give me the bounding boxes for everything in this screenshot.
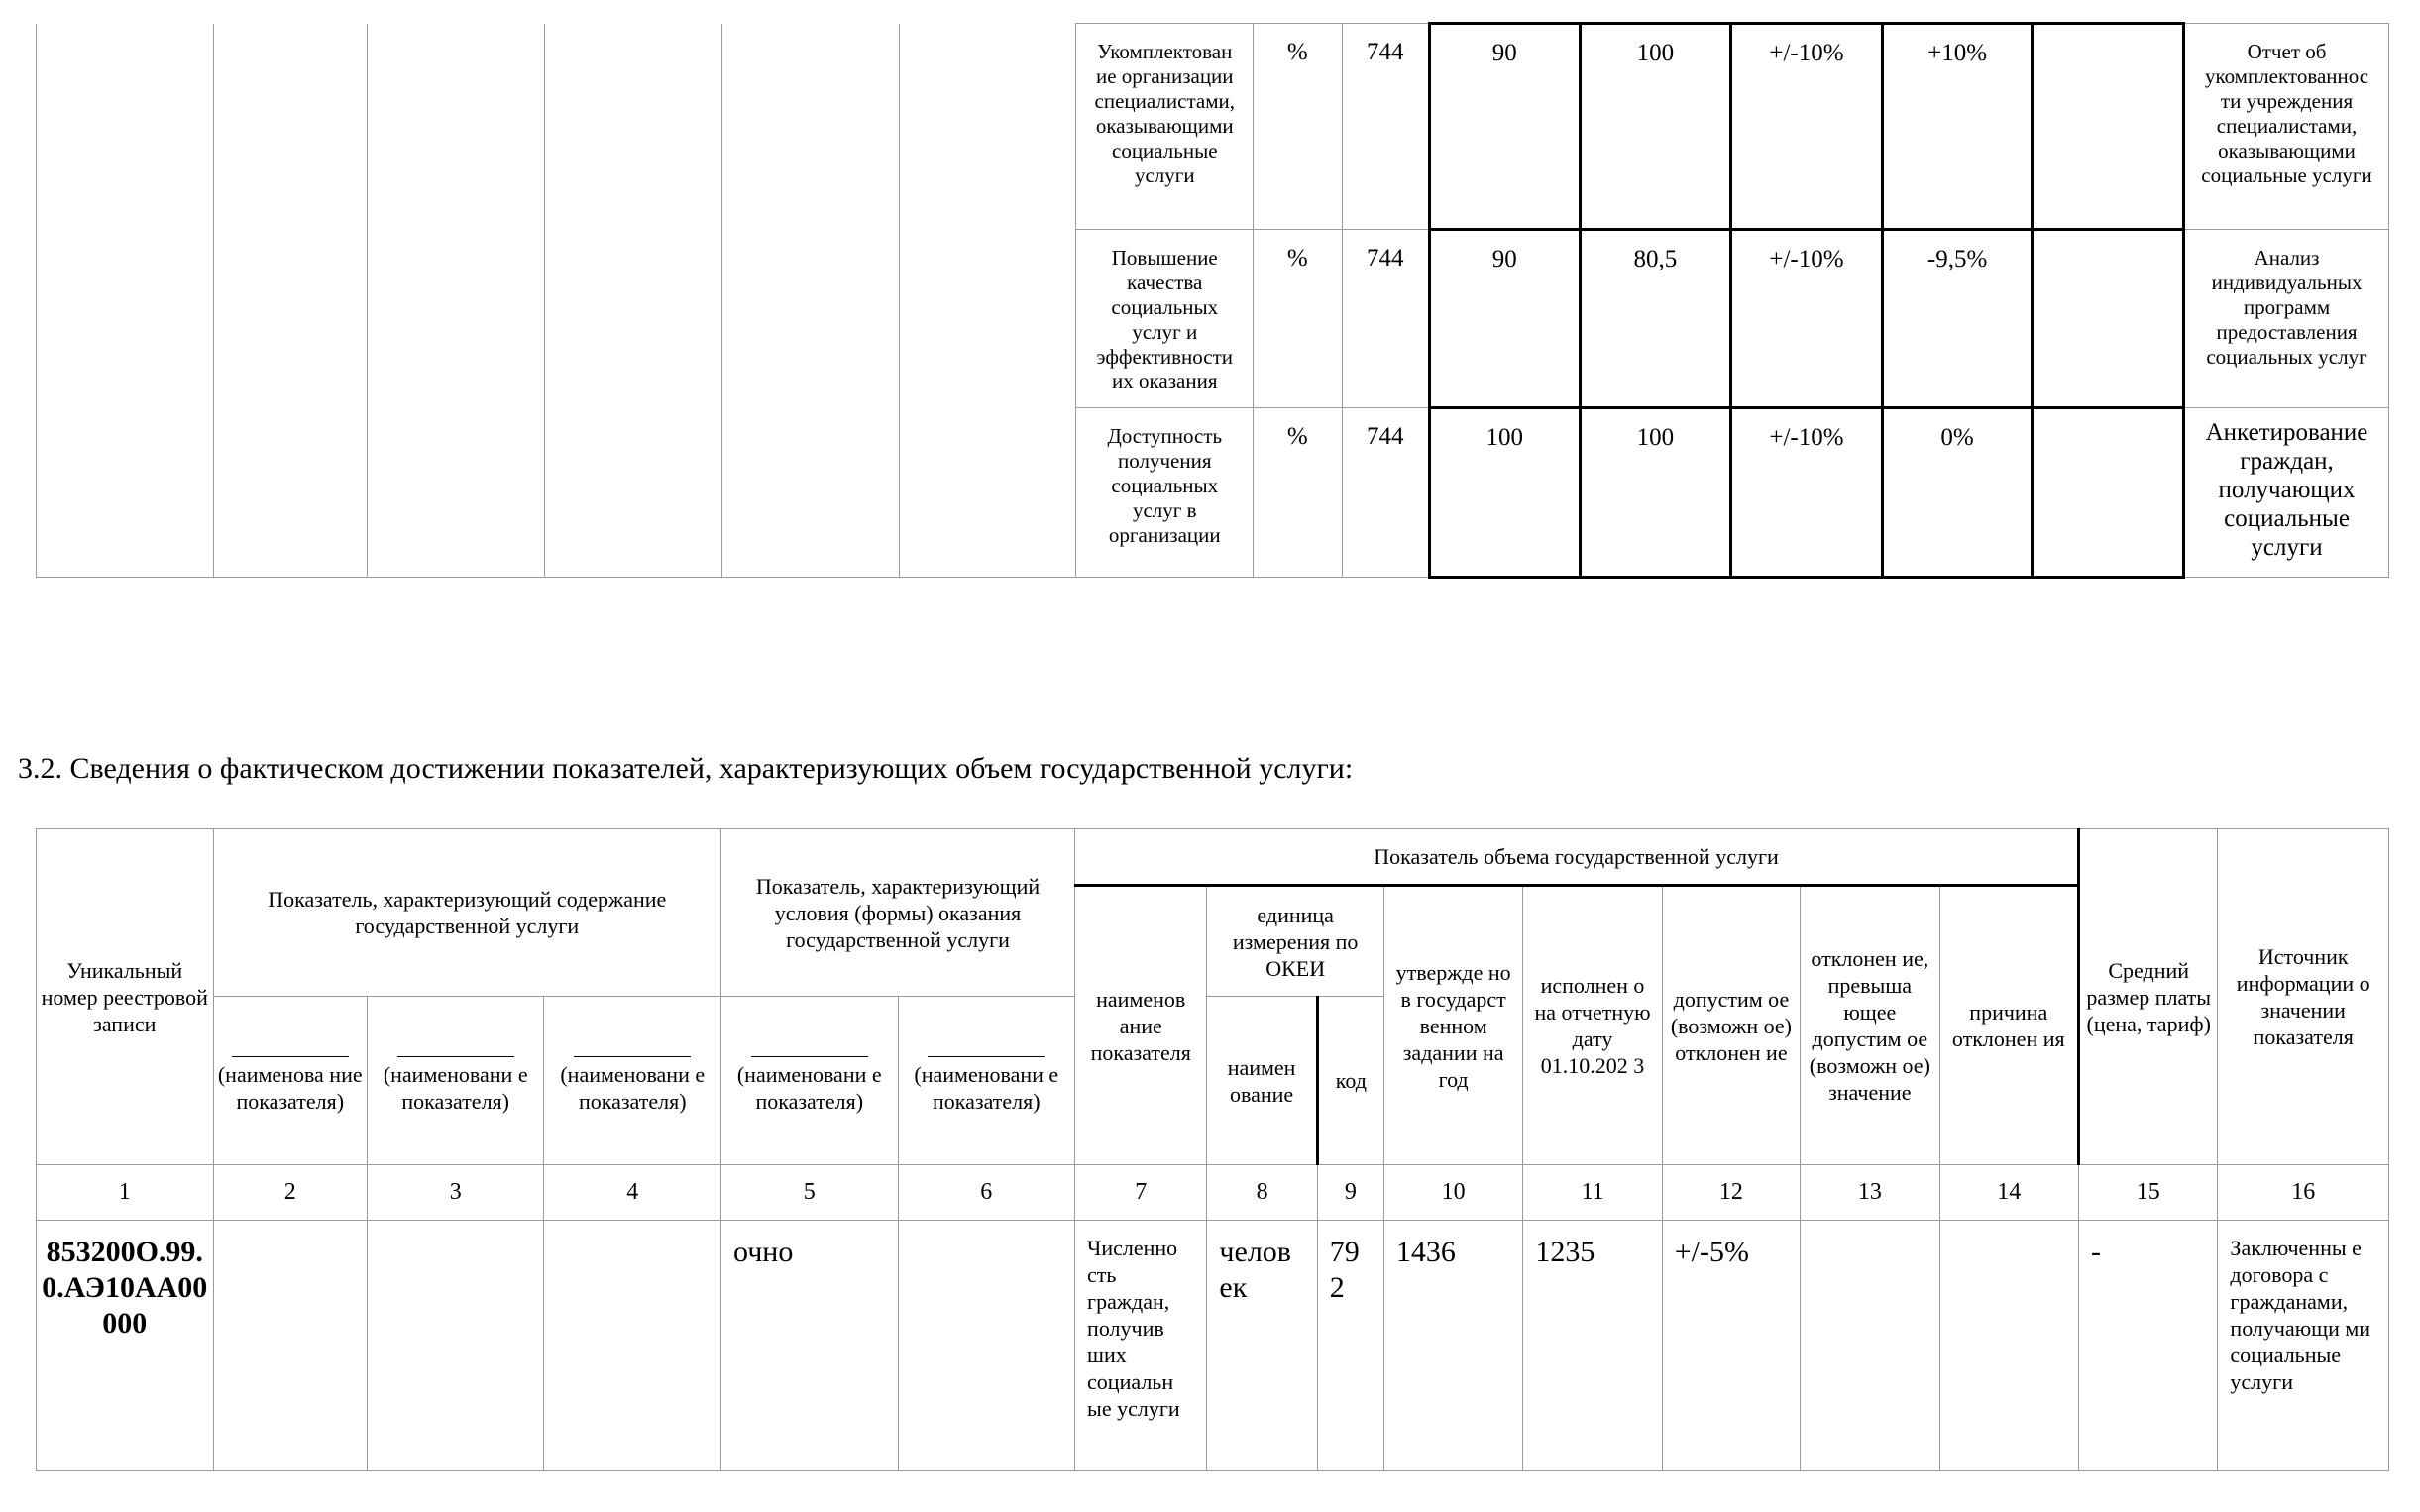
indicator-name: Повышение качества социальных услуг и эффективности их оказания (1076, 230, 1254, 408)
allowed-deviation: +/-5% (1662, 1221, 1800, 1471)
sub-indicator-label: (наименова ние показателя) (217, 1062, 363, 1114)
sub-indicator-header (367, 997, 544, 1165)
approved-value: 90 (1429, 230, 1580, 408)
unit-name: % (1254, 24, 1342, 230)
sub-indicator-header (213, 997, 367, 1165)
approved-value: 90 (1429, 24, 1580, 230)
column-number: 1 (37, 1165, 214, 1221)
quality-row (37, 24, 2389, 230)
volume-indicators-table (36, 828, 2389, 1471)
column-number: 16 (2218, 1165, 2389, 1221)
registry-number: 853200О.99.0.АЭ10АА00000 (37, 1221, 214, 1471)
volume-indicator-header: Показатель объема государственной услуги (1075, 829, 2079, 886)
deviation-reason (2033, 24, 2184, 230)
blank-line (397, 1046, 514, 1057)
column-number: 12 (1662, 1165, 1800, 1221)
column-number: 14 (1939, 1165, 2078, 1221)
deviation-value: -9,5% (1882, 230, 2033, 408)
sub-indicator-label: (наименовани е показателя) (383, 1062, 528, 1114)
empty-cell (545, 24, 722, 578)
sub-indicator-label: (наименовани е показателя) (736, 1062, 882, 1114)
empty-cell (368, 24, 545, 578)
column-number: 5 (721, 1165, 899, 1221)
quality-indicators-table (36, 22, 2389, 579)
indicator-source: Заключенны е договора с гражданами, получающи ми социальные услуги (2218, 1221, 2389, 1471)
sub-indicator-header (544, 997, 721, 1165)
column-number: 4 (544, 1165, 721, 1221)
unit-name: челов ек (1207, 1221, 1317, 1471)
indicator-source: Анкетирование граждан, получающих социальные услуги (2184, 408, 2389, 578)
allowed-deviation: +/-10% (1731, 408, 1883, 578)
unit-code: 744 (1342, 408, 1429, 578)
content-indicator-value (367, 1221, 544, 1471)
approved-header: утвержде но в государст венном задании на год (1383, 886, 1522, 1165)
okei-code-header: код (1317, 997, 1383, 1165)
approved-value: 1436 (1383, 1221, 1522, 1471)
conditions-indicator-header: Показатель, характеризующий условия (формы) оказания государственной услуги (721, 829, 1075, 997)
sub-indicator-header (898, 997, 1075, 1165)
deviation-reason (2033, 408, 2184, 578)
blank-line (751, 1046, 868, 1057)
registry-header: Уникальный номер реестровой записи (37, 829, 214, 1165)
exceeding-deviation-header: отклонен ие, превыша ющее допустим ое (возможн ое) значение (1801, 886, 1939, 1165)
column-number: 10 (1383, 1165, 1522, 1221)
sub-indicator-label: (наименовани е показателя) (914, 1062, 1059, 1114)
allowed-deviation: +/-10% (1731, 24, 1883, 230)
actual-value: 100 (1580, 24, 1731, 230)
table-row (37, 1221, 2389, 1471)
conditions-indicator-value (898, 1221, 1075, 1471)
column-number: 13 (1801, 1165, 1939, 1221)
allowed-deviation-header: допустим ое (возможн ое) отклонен ие (1662, 886, 1800, 1165)
unit-code: 744 (1342, 24, 1429, 230)
unit-code: 744 (1342, 230, 1429, 408)
column-number: 11 (1523, 1165, 1662, 1221)
allowed-deviation: +/-10% (1731, 230, 1883, 408)
deviation-reason (2033, 230, 2184, 408)
okei-name-header: наимен ование (1207, 997, 1317, 1165)
indicator-name-header: наименов ание показателя (1075, 886, 1207, 1165)
content-indicator-value (213, 1221, 367, 1471)
source-header: Источник информации о значении показателя (2218, 829, 2389, 1165)
content-indicator-value (544, 1221, 721, 1471)
blank-line (574, 1046, 691, 1057)
section-heading: 3.2. Сведения о фактическом достижении показателей, характеризующих объем государственной услуги: (18, 752, 1354, 785)
deviation-reason-header: причина отклонен ия (1939, 886, 2078, 1165)
indicator-name: Численно сть граждан, получив ших социальн ые услуги (1075, 1221, 1207, 1471)
empty-cell (37, 24, 214, 578)
indicator-source: Отчет об укомплектованнос ти учреждения специалистами, оказывающими социальные услуги (2184, 24, 2389, 230)
column-number: 2 (213, 1165, 367, 1221)
column-number: 7 (1075, 1165, 1207, 1221)
unit-name: % (1254, 408, 1342, 578)
unit-name: % (1254, 230, 1342, 408)
actual-value: 100 (1580, 408, 1731, 578)
blank-line (928, 1046, 1045, 1057)
indicator-name: Укомплектован ие организации специалистами, оказывающими социальные услуги (1076, 24, 1254, 230)
actual-value: 80,5 (1580, 230, 1731, 408)
content-indicator-header: Показатель, характеризующий содержание государственной услуги (213, 829, 720, 997)
column-number-row (37, 1165, 2389, 1221)
column-number: 8 (1207, 1165, 1317, 1221)
empty-cell (721, 24, 899, 578)
deviation-value: +10% (1882, 24, 2033, 230)
deviation-reason (1939, 1221, 2078, 1471)
sub-indicator-label: (наименовани е показателя) (560, 1062, 706, 1114)
column-number: 9 (1317, 1165, 1383, 1221)
column-number: 3 (367, 1165, 544, 1221)
actual-header: исполнен о на отчетную дату 01.10.202 3 (1523, 886, 1662, 1165)
sub-indicator-header (721, 997, 899, 1165)
indicator-name: Доступность получения социальных услуг в организации (1076, 408, 1254, 578)
approved-value: 100 (1429, 408, 1580, 578)
empty-cell (213, 24, 368, 578)
deviation-value: 0% (1882, 408, 2033, 578)
column-number: 6 (898, 1165, 1075, 1221)
avg-price-header: Средний размер платы (цена, тариф) (2079, 829, 2218, 1165)
unit-code: 79 2 (1317, 1221, 1383, 1471)
blank-line (232, 1046, 349, 1057)
service-form: очно (721, 1221, 899, 1471)
actual-value: 1235 (1523, 1221, 1662, 1471)
exceeding-deviation (1801, 1221, 1939, 1471)
avg-price-value: - (2079, 1221, 2218, 1471)
header-row (37, 829, 2389, 886)
column-number: 15 (2079, 1165, 2218, 1221)
okei-unit-header: единица измерения по ОКЕИ (1207, 886, 1384, 997)
empty-cell (899, 24, 1076, 578)
indicator-source: Анализ индивидуальных программ предоставления социальных услуг (2184, 230, 2389, 408)
